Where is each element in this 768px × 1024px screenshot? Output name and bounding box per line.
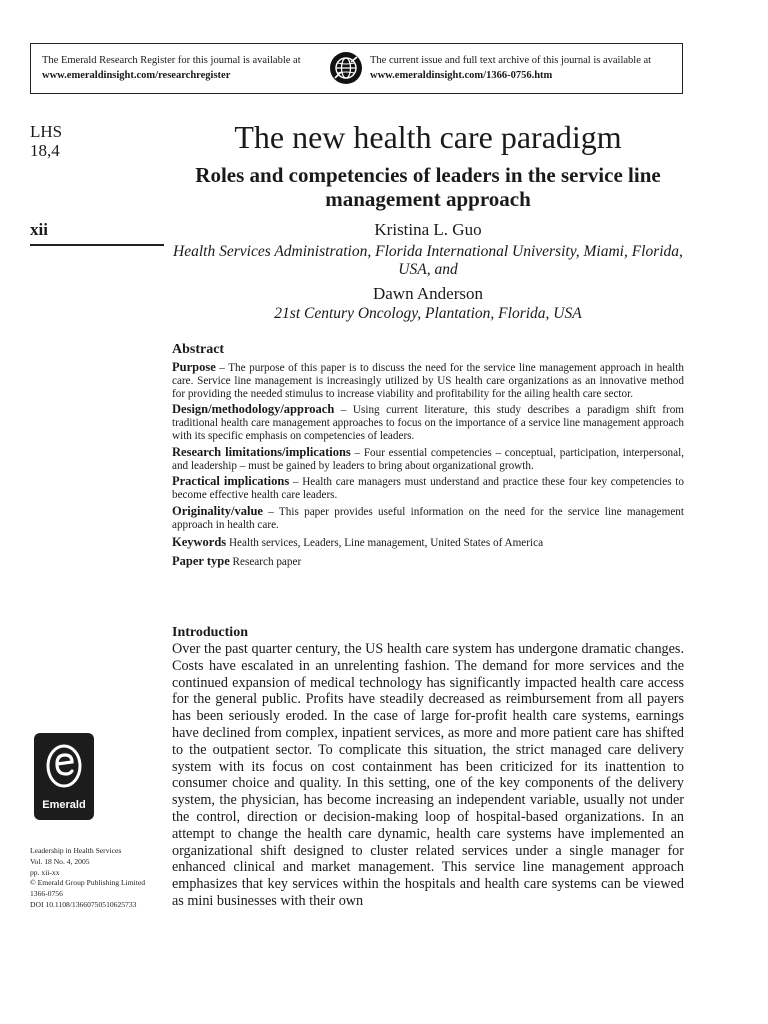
journal-code [30,122,62,160]
abstract-label: Purpose [172,360,216,374]
abstract-text: – The purpose of this paper is to discuss the need for the service line management approach in health care. Service line management is increasingly utilized by US health care organizations as an innovative method for providing the needed stimulus to increase viability and profitability for the ailing health care sector. [172,362,684,400]
research-register-link[interactable]: www.emeraldinsight.com/researchregister [42,70,231,81]
abstract-section-limitations [172,446,684,473]
abstract-label: Design/methodology/approach [172,402,335,417]
header-left-text: The Emerald Research Register for this journal is available at [42,55,301,66]
header-right-text: The current issue and full text archive of this journal is available at [370,55,652,66]
journal-abbrev: LHS [30,122,63,141]
abstract-section-purpose [172,361,684,400]
abstract-heading: Abstract [172,342,225,357]
paper-type-text: Research paper [232,556,302,569]
citation-journal: Leadership in Health Services [30,846,122,855]
abstract-section-originality [172,505,684,532]
author-affiliation: Health Services Administration, Florida International University, Miami, Florida, USA, and [173,243,683,278]
logo-text: Emerald [42,799,86,811]
abstract-text: – Four essential competencies – conceptual, participation, interpersonal, and leadership – must be gained by leaders to bring about organizational growth. [172,446,685,472]
page-number: xii [30,220,48,239]
abstract-text: – This paper provides useful information on the need for the service line management approach in health care. [172,505,684,531]
author-name: Kristina L. Guo [374,220,482,239]
page-rule-divider [30,244,164,246]
emerald-logo [34,733,94,820]
header-right [370,53,680,83]
abstract-section-practical [172,475,684,502]
citation-doi: DOI 10.1108/13660750510625733 [30,899,137,909]
globe-icon [329,51,363,85]
citation-info [30,846,170,911]
header-left [42,53,342,83]
paper-type-label: Paper type [172,554,230,569]
journal-archive-link[interactable]: www.emeraldinsight.com/1366-0756.htm [370,70,553,81]
introduction-body: Over the past quarter century, the US health care system has undergone dramatic changes. Costs have escalated in an unrelenting fashion. The demand for more services and the continued expansion of medical technology has significantly impacted health care access for the general public. Profits have steadily decreased as reimbursement from all payers has been seriously eroded. In the case of large for-profit health care systems, earnings have declined from complex, inpatient services, as more and more patient care has shifted to the outpatient sector. To complicate this situation, the strict managed care delivery system with its focus on cost containment has been criticized for its inattention to consumer choice and quality. In this setting, one of the key components of the delivery system, the physician, has become increasing an independent variable, usually not under the control, direction or decision-making loop of hospital-based organizations. In an attempt to change the health care dynamic, health care systems have implemented an organizational shift designed to cluster related services under a single manager for enhanced clinical and market management. This service line management approach emphasizes that key services within the hospitals and health care systems can be viewed as mini businesses with their own [172,641,684,909]
abstract [172,341,684,572]
emerald-logo-icon [44,742,84,790]
keywords [172,536,684,550]
abstract-label: Research limitations/implications [172,444,351,459]
citation-volume: Vol. 18 No. 4, 2005 [30,856,90,866]
abstract-text: – Using current literature, this study describes a paradigm shift from traditional health care management approaches to focus on the importance of a service line management approach with its specific emphasis on competencies of leaders. [172,404,684,442]
abstract-text: – Health care managers must understand and practice these four key competencies to become effective health care leaders. [172,476,684,502]
paper-type [172,555,684,569]
citation-issn: 1366-0756 [30,889,63,899]
author-name: Dawn Anderson [372,284,483,303]
keywords-text: Health services, Leaders, Line management, United States of America [228,536,544,549]
author-affiliation: 21st Century Oncology, Plantation, Florida, USA [274,305,582,322]
article-subtitle: Roles and competencies of leaders in the service line management approach [195,163,661,211]
header-box [30,43,683,94]
keywords-label: Keywords [172,534,227,549]
abstract-label: Originality/value [172,503,263,518]
citation-copyright: © Emerald Group Publishing Limited [30,878,146,888]
introduction-heading: Introduction [172,625,248,640]
citation-pages: pp. xii-xx [30,867,60,877]
abstract-label: Practical implications [172,474,290,489]
introduction [172,624,684,910]
article-title: The new health care paradigm [234,119,622,155]
volume-issue: 18,4 [30,141,60,160]
abstract-section-design [172,403,684,442]
